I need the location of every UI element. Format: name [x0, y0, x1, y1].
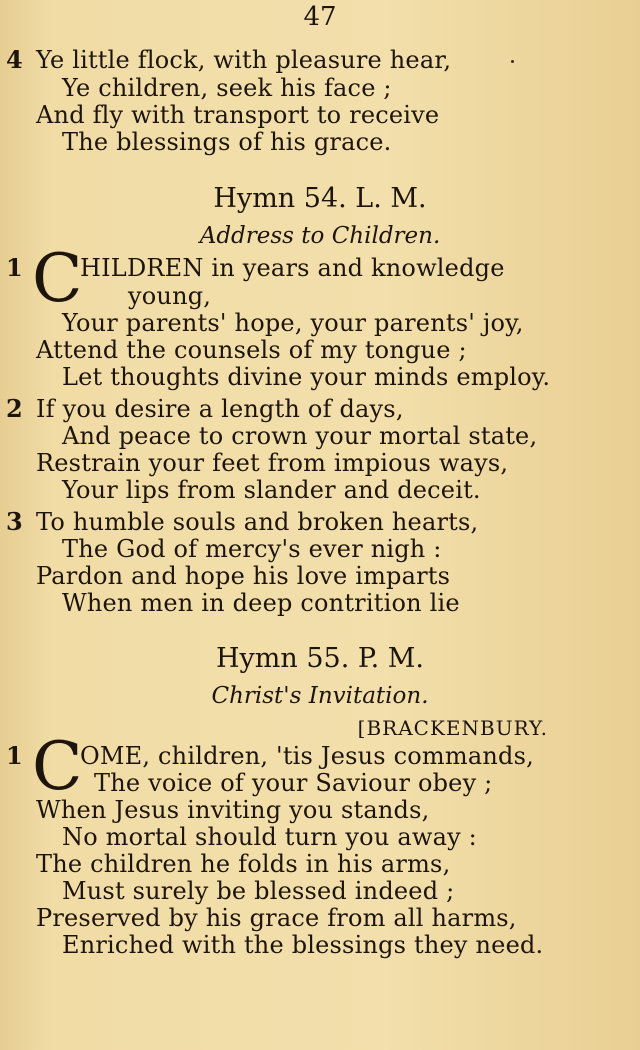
verse-line: No mortal should turn you away : [62, 823, 477, 851]
verse-line: The blessings of his grace. [62, 128, 392, 156]
author-attribution: [BRACKENBURY. [357, 716, 548, 740]
verse-line: Pardon and hope his love imparts [36, 562, 451, 590]
ink-speck [511, 60, 514, 63]
verse-line: Enriched with the blessings they need. [62, 931, 544, 959]
verse-line: If you desire a length of days, [36, 395, 404, 423]
verse-line: Attend the counsels of my tongue ; [36, 336, 467, 364]
verse-number: 3 [6, 507, 23, 536]
page-number: 47 [303, 2, 337, 32]
verse-line: When men in deep contrition lie [62, 589, 460, 617]
verse-line: Restrain your feet from impious ways, [36, 449, 509, 477]
verse-number: 2 [6, 394, 23, 423]
verse-line: The voice of your Saviour obey ; [94, 769, 493, 797]
verse-line: OME, children, 'tis Jesus commands, [80, 742, 534, 770]
verse-line: When Jesus inviting you stands, [36, 796, 430, 824]
hymn-subtitle: Address to Children. [199, 223, 441, 249]
verse-line: And peace to crown your mortal state, [62, 422, 538, 450]
verse-number: 4 [6, 45, 23, 74]
hymn-subtitle: Christ's Invitation. [211, 683, 429, 709]
verse-line: Ye little flock, with pleasure hear, [36, 46, 452, 74]
verse-line: The children he folds in his arms, [36, 850, 451, 878]
verse-line: HILDREN in years and knowledge [80, 254, 505, 282]
drop-cap: C [32, 728, 83, 805]
verse-line: Your parents' hope, your parents' joy, [62, 309, 524, 337]
verse-line: Your lips from slander and deceit. [62, 476, 481, 504]
verse-line: Must surely be blessed indeed ; [62, 877, 455, 905]
drop-cap: C [32, 240, 83, 317]
verse-line: Ye children, seek his face ; [62, 74, 392, 102]
hymn-title: Hymn 54. L. M. [213, 183, 427, 214]
verse-line: To humble souls and broken hearts, [36, 508, 479, 536]
verse-line: Preserved by his grace from all harms, [36, 904, 517, 932]
verse-number: 1 [6, 741, 23, 770]
verse-line: The God of mercy's ever nigh : [62, 535, 442, 563]
verse-line: young, [128, 282, 212, 310]
verse-line: Let thoughts divine your minds employ. [62, 363, 551, 391]
verse-line: And fly with transport to receive [36, 101, 440, 129]
verse-number: 1 [6, 253, 23, 282]
hymn-title: Hymn 55. P. M. [216, 643, 424, 674]
